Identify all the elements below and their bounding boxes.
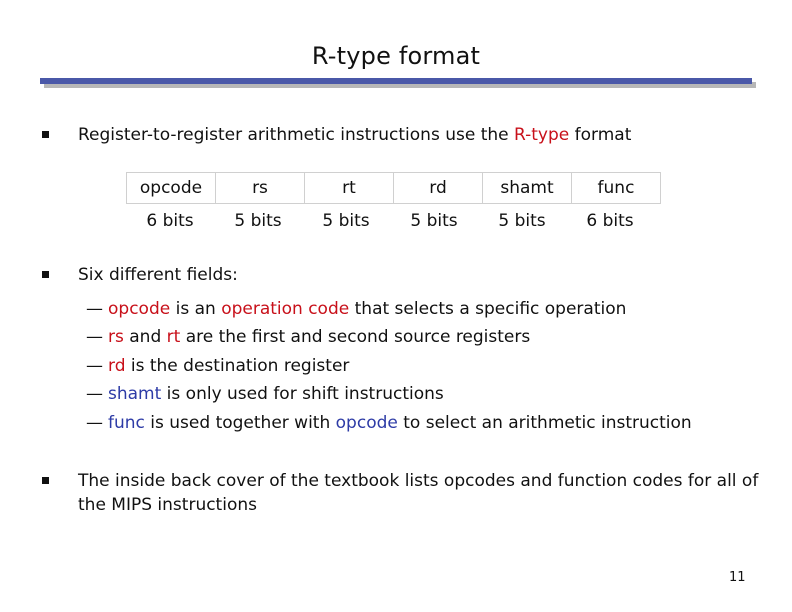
field-rt: rt <box>305 172 394 204</box>
square-bullet-icon <box>42 271 49 278</box>
rtype-highlight: R-type <box>514 125 570 145</box>
sub-text: is used together with <box>144 413 336 433</box>
size-rd: 5 bits <box>410 211 458 231</box>
term-rs: rs <box>108 327 124 347</box>
bullet-six-fields-text: Six different fields: <box>78 265 238 285</box>
square-bullet-icon <box>42 477 49 484</box>
dash-icon: — <box>86 413 103 433</box>
title-rule <box>40 78 752 84</box>
bullet-rtype-text <box>78 123 631 147</box>
term-rd: rd <box>108 356 126 376</box>
bullet-rtype-prefix: Register-to-register arithmetic instructions use the <box>78 125 514 145</box>
size-rs: 5 bits <box>234 211 282 231</box>
sub-text: is only used for shift instructions <box>161 384 444 404</box>
field-shamt: shamt <box>483 172 572 204</box>
field-opcode: opcode <box>126 172 216 204</box>
square-bullet-icon <box>42 131 49 138</box>
term-rt: rt <box>166 327 181 347</box>
sub-text: and <box>123 327 167 347</box>
dash-icon: — <box>86 299 103 319</box>
dash-icon: — <box>86 327 103 347</box>
field-rs: rs <box>216 172 305 204</box>
sub-item-shamt <box>86 382 444 406</box>
sub-text: are the first and second source registers <box>180 327 531 347</box>
term-opcode: opcode <box>108 299 171 319</box>
field-header-row <box>126 172 661 204</box>
sub-text: to select an arithmetic instruction <box>397 413 692 433</box>
size-shamt: 5 bits <box>498 211 546 231</box>
bullet-rtype-suffix: format <box>569 125 632 145</box>
term-operation-code: operation code <box>221 299 350 319</box>
rtype-field-table <box>126 172 661 236</box>
slide-title: R-type format <box>311 42 481 70</box>
sub-item-rs-rt <box>86 325 530 349</box>
sub-item-opcode <box>86 297 626 321</box>
term-opcode-ref: opcode <box>335 413 398 433</box>
sub-item-rd <box>86 354 349 378</box>
sub-text: is an <box>170 299 222 319</box>
page-number: 11 <box>729 570 746 585</box>
dash-icon: — <box>86 384 103 404</box>
field-size-row <box>126 206 661 236</box>
sub-text: is the destination register <box>125 356 350 376</box>
term-shamt: shamt <box>108 384 162 404</box>
sub-text: that selects a specific operation <box>349 299 627 319</box>
size-func: 6 bits <box>586 211 634 231</box>
dash-icon: — <box>86 356 103 376</box>
field-func: func <box>572 172 661 204</box>
field-rd: rd <box>394 172 483 204</box>
sub-item-func <box>86 411 692 435</box>
bullet-back-cover-text: The inside back cover of the textbook lists opcodes and function codes for all of the MIPS instructions <box>78 471 759 515</box>
term-func: func <box>108 413 145 433</box>
size-opcode: 6 bits <box>146 211 194 231</box>
size-rt: 5 bits <box>322 211 370 231</box>
